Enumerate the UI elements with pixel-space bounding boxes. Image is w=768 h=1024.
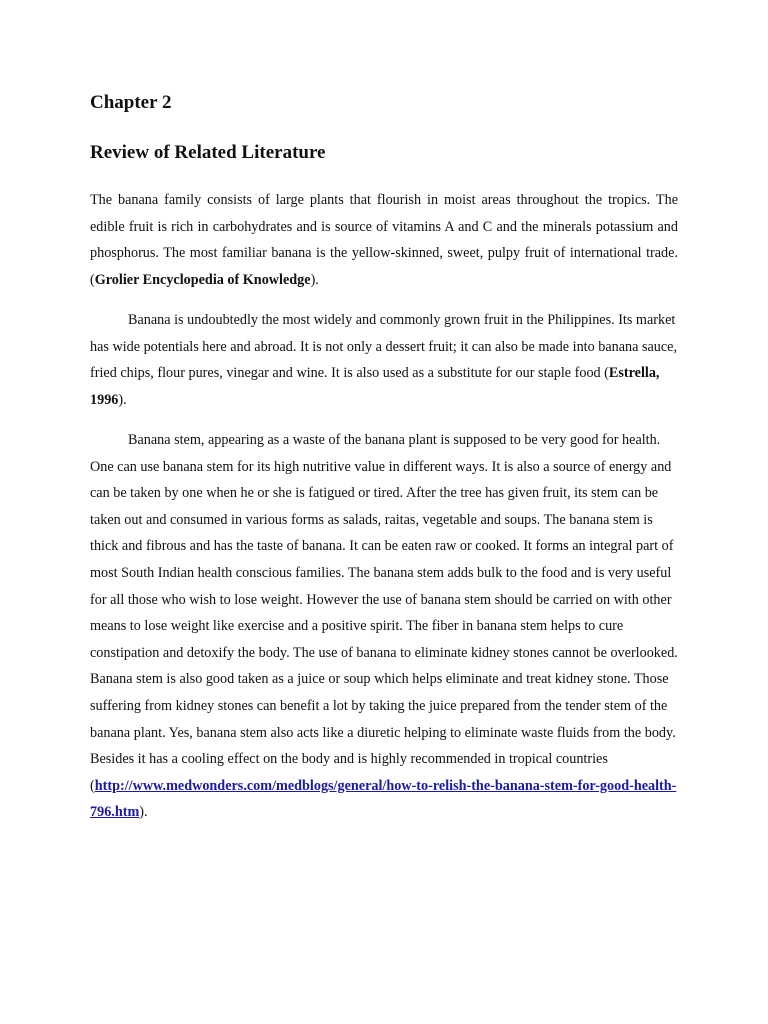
paragraph-text: Banana is undoubtedly the most widely and commonly grown fruit in the Philippines. Its market has wide potentials here and abroad. It is not only a dessert fruit; it can also be made into banana sauce, fried chips, flour pures, vinegar and wine. It is also used as a substitute for our staple food (	[90, 312, 678, 382]
citation-close: ).	[118, 391, 127, 408]
citation-estrella: Estrella, 1996	[90, 365, 660, 408]
medwonders-link[interactable]: http://www.medwonders.com/medblogs/general/how-to-relish-the-banana-stem-for-good-health-796.htm	[90, 777, 677, 821]
citation-grolier: Grolier Encyclopedia of Knowledge	[94, 271, 311, 288]
paragraph-text: Banana stem, appearing as a waste of the banana plant is supposed to be very good for health. One can use banana stem for its high nutritive value in different ways. It is also a source of energy and can be taken by one when he or she is fatigued or tired. After the tree has given fruit, its stem can be taken out and consumed in various forms as salads, raitas, vegetable and soups. The banana stem is thick and fibrous and has the taste of banana. It can be eaten raw or cooked. It forms an integral part of most South Indian health conscious families. The banana stem adds bulk to the food and is very useful for all those who wish to lose weight. However the use of banana stem should be carried on with other means to lose weight like exercise and a positive spirit. The fiber in banana stem helps to cure constipation and detoxify the body. The use of banana to eliminate kidney stones cannot be overlooked. Banana stem is also good taken as a juice or soup which helps eliminate and treat kidney stone. Those suffering from kidney stones can benefit a lot by taking the juice prepared from the tender stem of the banana plant. Yes, banana stem also acts like a diuretic helping to eliminate waste fluids from the body. Besides it has a cooling effect on the body and is highly recommended in tropical countries (	[90, 432, 678, 794]
paragraph-banana-family	[90, 187, 678, 293]
paragraph-text: The banana family consists of large plants that flourish in moist areas throughout the tropics. The edible fruit is rich in carbohydrates and is source of vitamins A and C and the minerals potassium and phosphorus. The most familiar banana is the yellow-skinned, sweet, pulpy fruit of international trade.(	[90, 192, 678, 288]
chapter-label: Chapter 2	[90, 92, 172, 113]
paragraph-banana-stem	[90, 427, 678, 826]
paragraph-banana-philippines	[90, 307, 678, 413]
citation-close: ).	[139, 804, 148, 821]
section-title: Review of Related Literature	[90, 142, 326, 163]
citation-close: ).	[310, 271, 319, 288]
